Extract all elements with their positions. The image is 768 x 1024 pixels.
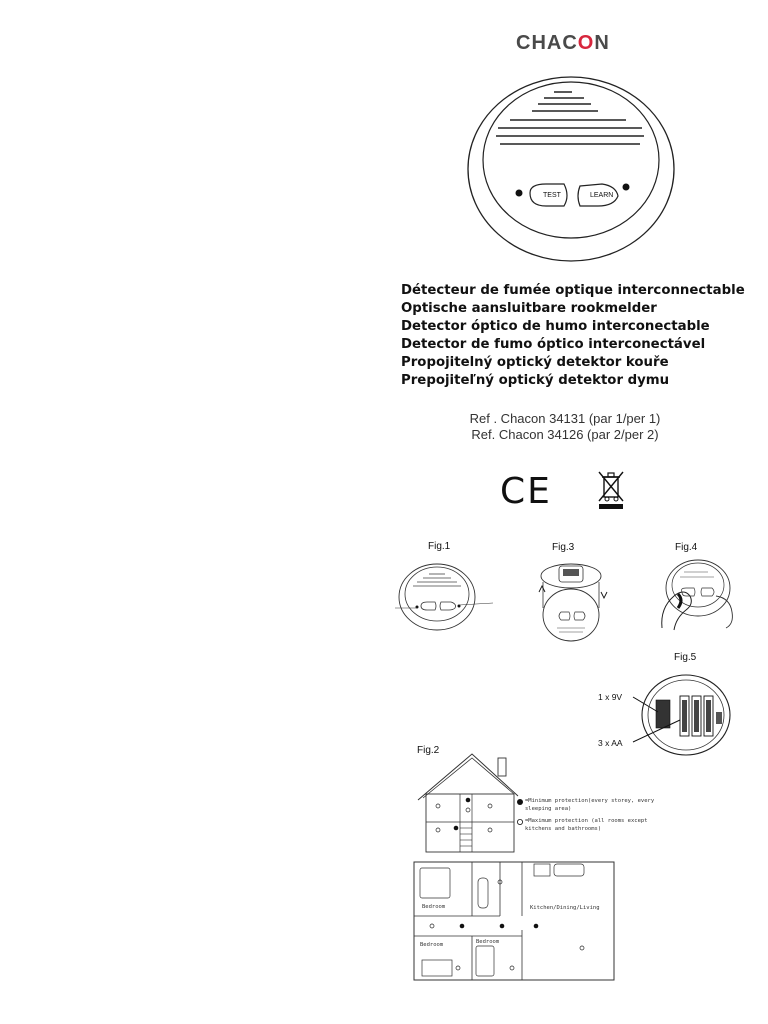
title-cz: Propojitelný optický detektor kouře [401,355,669,370]
room-label-bedroom-1: Bedroom [422,904,446,910]
room-label-bedroom-3: Bedroom [476,939,500,945]
fig3-illustration [535,560,613,644]
reference-2: Ref. Chacon 34126 (par 2/per 2) [471,427,659,442]
logo-text-prefix: CHAC [516,32,578,54]
ce-mark: CE [500,471,552,512]
fig5-label: Fig.5 [674,652,697,663]
logo-o-mark: O [577,32,595,54]
logo-text-suffix: N [594,32,610,54]
fig5-illustration [636,672,736,758]
legend-max-dot-icon [516,818,524,826]
room-label-kitchen: Kitchen/Dining/Living [530,905,600,911]
room-label-bedroom-2: Bedroom [420,942,444,948]
title-es: Detector óptico de humo interconectable [401,319,710,334]
fig1-illustration [395,560,500,632]
battery-9v-label: 1 x 9V [598,692,623,702]
fig2-label: Fig.2 [417,745,440,756]
legend-min-dot-icon [516,798,524,806]
references [440,411,690,443]
fig4-illustration [656,558,738,630]
chacon-logo [516,32,610,55]
learn-button-label: LEARN [590,192,614,199]
title-fr: Détecteur de fumée optique interconnectable [401,283,745,298]
fig2-house-elevation [414,750,524,854]
title-nl: Optische aansluitbare rookmelder [401,301,657,316]
legend-min-text-2: sleeping area) [525,806,572,812]
title-pt: Detector de fumo óptico interconectável [401,337,706,352]
legend-max-text: =Maximum protection (all rooms except [525,818,648,824]
fig1-label: Fig.1 [428,541,451,552]
weee-bin-icon [597,470,625,510]
fig2-floor-plan [412,860,616,982]
product-titles [401,282,745,390]
legend-max-text-2: kitchens and bathrooms) [525,826,602,832]
fig3-label: Fig.3 [552,542,575,553]
battery-aa-label: 3 x AA [598,738,623,748]
test-button-label: TEST [543,192,561,199]
legend-min-text: =Minimum protection(every storey, every [525,798,655,804]
smoke-detector-illustration [466,74,676,264]
reference-1: Ref . Chacon 34131 (par 1/per 1) [469,411,661,426]
fig4-label: Fig.4 [675,542,698,553]
title-sk: Prepojiteľný optický detektor dymu [401,373,670,388]
